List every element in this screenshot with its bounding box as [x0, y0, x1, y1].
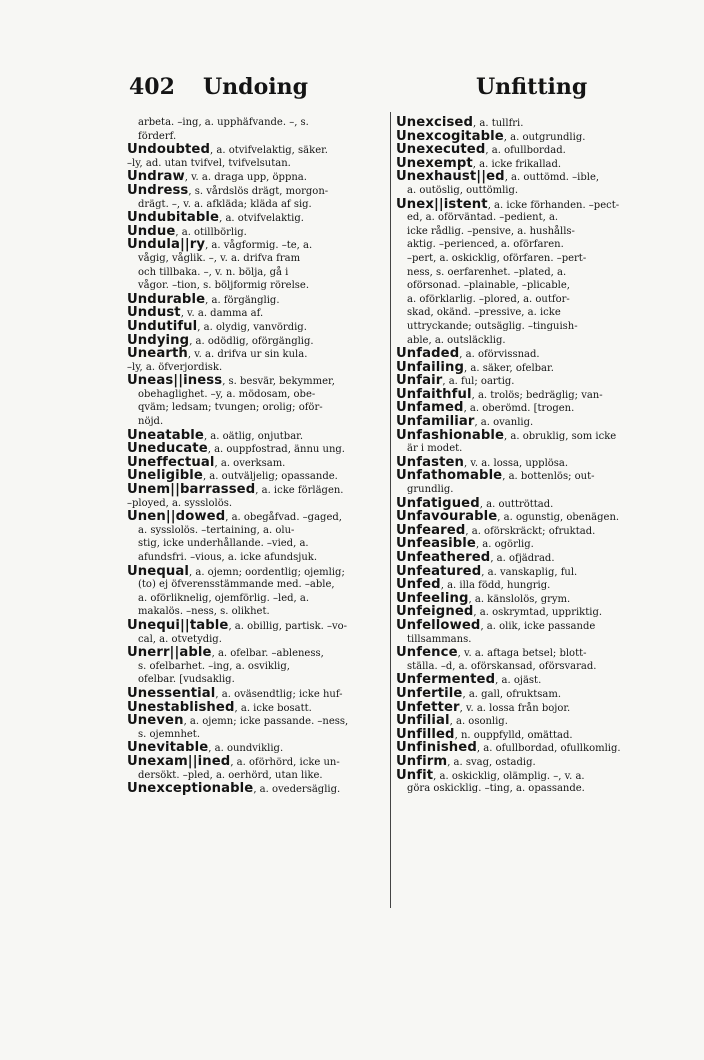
- headword: Unfatigued: [396, 496, 480, 511]
- dictionary-line: Unfair, a. ful; oartig.: [396, 374, 515, 388]
- dictionary-line: Unexcised, a. tullfri.: [396, 116, 524, 130]
- headword: Undust: [127, 306, 181, 320]
- headword: Unearth: [127, 347, 188, 361]
- headword: Unfellowed: [396, 618, 481, 633]
- dictionary-line: Unearth, v. a. drifva ur sin kula.: [127, 347, 308, 361]
- headword: Unexempt: [396, 156, 473, 171]
- dictionary-line: Unfeasible, a. ogörlig.: [396, 537, 534, 551]
- headword: Unfence: [396, 646, 458, 660]
- headword: Unfeasible: [396, 537, 476, 551]
- dictionary-line: Unfeigned, a. oskrymtad, uppriktig.: [396, 605, 603, 619]
- headword: Unfinished: [396, 741, 477, 755]
- headword: Unestablished: [127, 700, 235, 715]
- dictionary-line: Uneligible, a. outväljelig; opassande.: [127, 469, 338, 484]
- dictionary-line: –pert, a. oskicklig, oförfaren. –pert-: [407, 252, 587, 264]
- dictionary-line: Undue, a. otillbörlig.: [127, 224, 247, 239]
- dictionary-line: Unfathomable, a. bottenlös; out-: [396, 469, 595, 484]
- dictionary-line: cal, a. otvetydig.: [138, 633, 222, 645]
- dictionary-line: Unfashionable, a. obruklig, som icke: [396, 428, 617, 443]
- dictionary-line: Unfavourable, a. ogunstig, obenägen.: [396, 510, 620, 524]
- headword: Unfashionable: [396, 428, 505, 443]
- headword: Undress: [127, 183, 189, 198]
- dictionary-line: Unfeared, a. oförskräckt; ofruktad.: [396, 523, 596, 538]
- dictionary-line: Unfence, v. a. aftaga betsel; blott-: [396, 646, 587, 660]
- dictionary-line: obehaglighet. –y, a. mödosam, obe-: [138, 388, 316, 400]
- dictionary-line: arbeta. –ing, a. upphäfvande. –, s.: [138, 117, 309, 128]
- dictionary-line: Unfeatured, a. vanskaplig, ful.: [396, 564, 578, 579]
- headword: Unem||barrassed: [127, 483, 256, 497]
- headword: Unexcogitable: [396, 129, 504, 144]
- dictionary-line: Unfasten, v. a. lossa, upplösa.: [396, 455, 569, 470]
- right-running-head: Unfitting: [476, 74, 588, 100]
- dictionary-line: Unfatigued, a. outtröttad.: [396, 496, 554, 511]
- headword: Unfeatured: [396, 564, 482, 579]
- headword: Unfamed: [396, 401, 464, 416]
- dictionary-line: tillsammans.: [407, 633, 472, 645]
- dictionary-line: Undurable, a. förgänglig.: [127, 292, 280, 307]
- dictionary-line: är i modet.: [407, 443, 463, 455]
- dictionary-line: Unfaithful, a. trolös; bedräglig; van-: [396, 387, 603, 402]
- headword: Unfirm: [396, 754, 448, 769]
- headword: Uneas||iness: [127, 374, 223, 388]
- headword: Unfeeling: [396, 591, 469, 606]
- dictionary-line: Unexhaust||ed, a. outtömd. –ible,: [396, 170, 600, 184]
- dictionary-line: Unfermented, a. ojäst.: [396, 673, 542, 687]
- headword: Unfair: [396, 374, 443, 388]
- headword: Unfailing: [396, 360, 465, 375]
- dictionary-line: Unexempt, a. icke frikallad.: [396, 156, 562, 171]
- headword: Unfit: [396, 768, 434, 783]
- headword: Unessential: [127, 686, 216, 701]
- headword: Undula||ry: [127, 238, 206, 252]
- dictionary-line: a. oförklarlig. –plored, a. outfor-: [407, 293, 570, 305]
- headword: Unfed: [396, 578, 441, 592]
- dictionary-line: Unex||istent, a. icke förhanden. –pect-: [396, 197, 620, 212]
- headword: Unequal: [127, 564, 189, 579]
- dictionary-line: Unfamiliar, a. ovanlig.: [396, 415, 534, 429]
- column-divider: [390, 112, 391, 908]
- headword: Unfetter: [396, 700, 460, 715]
- dictionary-line: Unfeeling, a. känslolös, grym.: [396, 591, 571, 606]
- headword: Unfilial: [396, 714, 450, 728]
- dictionary-line: Unfertile, a. gall, ofruktsam.: [396, 686, 562, 701]
- headword: Unfavourable: [396, 510, 498, 524]
- dictionary-line: stig, icke underhållande. –vied, a.: [138, 538, 309, 550]
- dictionary-line: Unfailing, a. säker, ofelbar.: [396, 360, 554, 375]
- dictionary-line: a. sysslolös. –tertaining, a. olu-: [138, 524, 295, 536]
- dictionary-line: Unfaded, a. oförvissnad.: [396, 347, 540, 361]
- headword: Unfaded: [396, 347, 460, 361]
- dictionary-line: Unfinished, a. ofullbordad, ofullkomlig.: [396, 741, 621, 755]
- dictionary-line: ställa. –d, a. oförskansad, oförsvarad.: [407, 660, 597, 672]
- headword: Undutiful: [127, 319, 198, 334]
- dictionary-line: Unfeathered, a. ofjädrad.: [396, 551, 555, 565]
- dictionary-line: afundsfri. –vious, a. icke afundsjuk.: [138, 552, 318, 563]
- headword: Unfeathered: [396, 551, 491, 565]
- page-number: 402: [129, 74, 175, 100]
- dictionary-line: uttryckande; outsäglig. –tinguish-: [407, 320, 578, 332]
- dictionary-line: oförsonad. –plainable, –plicable,: [407, 280, 570, 292]
- headword: Undubitable: [127, 211, 220, 225]
- dictionary-line: Unfirm, a. svag, ostadig.: [396, 754, 536, 769]
- dictionary-line: skad, okänd. –pressive, a. icke: [407, 307, 561, 319]
- dictionary-line: ed, a. oförväntad. –pedient, a.: [407, 212, 559, 224]
- headword: Unfaithful: [396, 387, 472, 402]
- headword: Unexceptionable: [127, 782, 254, 796]
- dictionary-line: (to) ej öfverensstämmande med. –able,: [138, 579, 335, 591]
- headword: Undurable: [127, 292, 206, 307]
- dictionary-line: Undust, v. a. damma af.: [127, 306, 264, 320]
- dictionary-line: Unexecuted, a. ofullbordad.: [396, 143, 566, 157]
- dictionary-line: och tillbaka. –, v. n. bölja, gå i: [138, 266, 289, 278]
- dictionary-line: vågor. –tion, s. böljformig rörelse.: [138, 280, 310, 292]
- running-header: [0, 74, 704, 110]
- headword: Unfeigned: [396, 605, 474, 619]
- dictionary-line: ofelbar. [vudsaklig.: [138, 674, 235, 686]
- dictionary-line: Uneffectual, a. overksam.: [127, 455, 286, 470]
- headword: Unex||istent: [396, 197, 488, 212]
- headword: Undue: [127, 224, 176, 239]
- left-running-head: Undoing: [203, 74, 308, 100]
- dictionary-line: –ly, a. öfverjordisk.: [127, 361, 223, 373]
- dictionary-line: Undraw, v. a. draga upp, öppna.: [127, 170, 307, 184]
- headword: Unexam||ined: [127, 754, 231, 769]
- headword: Unfermented: [396, 673, 496, 687]
- dictionary-line: able, a. outsläcklig.: [407, 334, 506, 346]
- dictionary-line: Unfilial, a. osonlig.: [396, 714, 508, 728]
- dictionary-line: Unequi||table, a. obillig, partisk. –vo-: [127, 618, 348, 633]
- headword: Unfamiliar: [396, 415, 475, 429]
- headword: Unfathomable: [396, 469, 503, 484]
- dictionary-line: –ly, ad. utan tvifvel, tvifvelsutan.: [127, 157, 291, 169]
- headword: Unevitable: [127, 741, 209, 755]
- headword: Unen||dowed: [127, 510, 226, 524]
- headword: Uneffectual: [127, 455, 215, 470]
- dictionary-line: Unfamed, a. oberömd. [trogen.: [396, 401, 575, 416]
- headword: Unfasten: [396, 455, 465, 470]
- headword: Uneven: [127, 714, 184, 728]
- dictionary-line: Unfit, a. oskicklig, olämplig. –, v. a.: [396, 768, 585, 783]
- dictionary-line: Unequal, a. ojemn; oordentlig; ojemlig;: [127, 564, 345, 579]
- dictionary-line: s. ofelbarhet. –ing, a. osviklig,: [138, 660, 290, 672]
- dictionary-line: drägt. –, v. a. afkläda; kläda af sig.: [138, 198, 312, 210]
- headword: Undraw: [127, 170, 185, 184]
- dictionary-line: Unerr||able, a. ofelbar. –ableness,: [127, 646, 324, 660]
- headword: Unerr||able: [127, 646, 212, 660]
- dictionary-line: förderf.: [138, 130, 177, 142]
- headword: Undying: [127, 333, 190, 348]
- headword: Unfilled: [396, 727, 455, 742]
- headword: Unexecuted: [396, 143, 486, 157]
- dictionary-line: Unfilled, n. ouppfylld, omättad.: [396, 727, 573, 742]
- dictionary-line: Unessential, a. oväsendtlig; icke huf-: [127, 686, 343, 701]
- dictionary-line: makalös. –ness, s. olikhet.: [138, 606, 270, 618]
- dictionary-line: Undutiful, a. olydig, vanvördig.: [127, 319, 307, 334]
- dictionary-line: Undubitable, a. otvifvelaktig.: [127, 211, 304, 225]
- dictionary-line: Unexcogitable, a. outgrundlig.: [396, 129, 586, 144]
- dictionary-line: vågig, våglik. –, v. a. drifva fram: [138, 252, 301, 264]
- dictionary-line: ness, s. oerfarenhet. –plated, a.: [407, 266, 567, 278]
- dictionary-line: Unfed, a. illa född, hungrig.: [396, 578, 551, 592]
- headword: Uneatable: [127, 428, 204, 443]
- dictionary-line: Unestablished, a. icke bosatt.: [127, 700, 312, 715]
- dictionary-line: Unem||barrassed, a. icke förlägen.: [127, 483, 344, 497]
- dictionary-line: grundlig.: [407, 484, 454, 496]
- headword: Unexhaust||ed: [396, 170, 505, 184]
- dictionary-line: Unevitable, a. oundviklig.: [127, 741, 284, 755]
- dictionary-line: Uneas||iness, s. besvär, bekymmer,: [127, 374, 335, 388]
- left-column: [127, 116, 386, 908]
- dictionary-line: göra oskicklig. –ting, a. opassande.: [407, 783, 585, 795]
- headword: Uneligible: [127, 469, 203, 484]
- headword: Unfeared: [396, 523, 466, 538]
- right-column: [396, 116, 660, 908]
- dictionary-line: dersökt. –pled, a. oerhörd, utan like.: [138, 769, 323, 781]
- dictionary-line: Uneven, a. ojemn; icke passande. –ness,: [127, 714, 349, 728]
- dictionary-line: Unen||dowed, a. obegåfvad. –gaged,: [127, 510, 342, 524]
- dictionary-line: Unfetter, v. a. lossa från bojor.: [396, 700, 571, 715]
- dictionary-line: icke rådlig. –pensive, a. hushålls-: [407, 225, 575, 237]
- dictionary-line: Undress, s. vårdslös drägt, morgon-: [127, 183, 329, 198]
- headword: Unfertile: [396, 686, 463, 701]
- dictionary-line: Undula||ry, a. vågformig. –te, a.: [127, 238, 313, 252]
- dictionary-line: Uneducate, a. ouppfostrad, ännu ung.: [127, 442, 345, 456]
- dictionary-line: s. ojemnhet.: [138, 728, 201, 740]
- dictionary-line: nöjd.: [138, 416, 164, 428]
- dictionary-line: a. outöslig, outtömlig.: [407, 184, 519, 196]
- dictionary-line: a. oförliknelig, ojemförlig. –led, a.: [138, 592, 310, 604]
- headword: Uneducate: [127, 442, 208, 456]
- dictionary-line: Undoubted, a. otvifvelaktig, säker.: [127, 143, 328, 157]
- dictionary-line: qväm; ledsam; tvungen; orolig; oför-: [138, 402, 323, 414]
- dictionary-line: Unexceptionable, a. ovedersäglig.: [127, 782, 341, 796]
- dictionary-line: aktig. –perienced, a. oförfaren.: [407, 239, 564, 251]
- dictionary-line: –ployed, a. sysslolös.: [127, 497, 233, 509]
- headword: Undoubted: [127, 143, 211, 157]
- headword: Unequi||table: [127, 618, 229, 633]
- headword: Unexcised: [396, 116, 474, 130]
- dictionary-line: Uneatable, a. oätlig, onjutbar.: [127, 428, 304, 443]
- dictionary-line: Undying, a. odödlig, oförgänglig.: [127, 333, 314, 348]
- dictionary-line: Unexam||ined, a. oförhörd, icke un-: [127, 754, 340, 769]
- dictionary-line: Unfellowed, a. olik, icke passande: [396, 618, 596, 633]
